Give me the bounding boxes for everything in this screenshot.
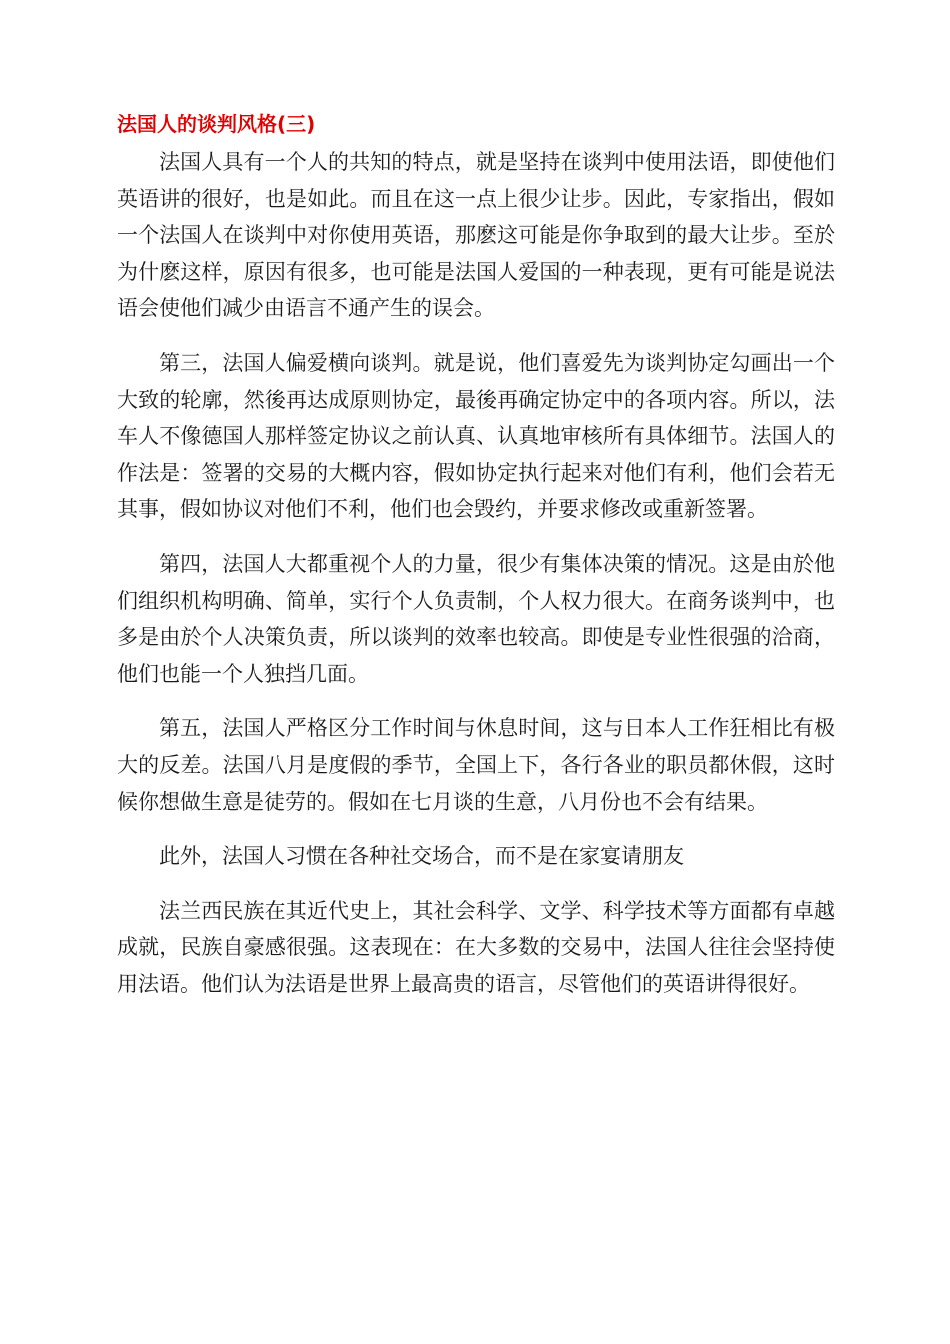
paragraph-4: 第五，法国人严格区分工作时间与休息时间，这与日本人工作狂相比有极大的反差。法国八月是度假的季节，全国上下，各行各业的职员都休假，这时候你想做生意是徒劳的。假如在七月谈的生意，八月份也不会有结果。 — [117, 716, 835, 814]
paragraph-1: 法国人具有一个人的共知的特点，就是坚持在谈判中使用法语，即使他们英语讲的很好，也是如此。而且在这一点上很少让步。因此，专家指出，假如一个法国人在谈判中对你使用英语，那麽这可能是你争取到的最大让步。至於为什麽这样，原因有很多，也可能是法国人爱国的一种表现，更有可能是说法语会使他们减少由语言不通产生的误会。 — [117, 150, 835, 321]
document-title: 法国人的谈判风格(三) — [117, 112, 316, 136]
paragraph-2: 第三，法国人偏爱横向谈判。就是说，他们喜爱先为谈判协定勾画出一个大致的轮廓，然後再达成原则协定，最後再确定协定中的各项内容。所以，法车人不像德国人那样签定协议之前认真、认真地审核所有具体细节。法国人的作法是：签署的交易的大概内容，假如协定执行起来对他们有利，他们会若无其事，假如协议对他们不利，他们也会毁约，并要求修改或重新签署。 — [117, 350, 835, 522]
paragraph-6: 法兰西民族在其近代史上，其社会科学、文学、科学技术等方面都有卓越成就，民族自豪感很强。这表现在：在大多数的交易中，法国人往往会坚持使用法语。他们认为法语是世界上最高贵的语言，尽管他们的英语讲得很好。 — [117, 898, 835, 996]
paragraph-5: 此外，法国人习惯在各种社交场合，而不是在家宴请朋友 — [159, 844, 684, 869]
document-content — [117, 110, 835, 1020]
paragraph-3: 第四，法国人大都重视个人的力量，很少有集体决策的情况。这是由於他们组织机构明确、简单，实行个人负责制，个人权力很大。在商务谈判中，也多是由於个人决策负责，所以谈判的效率也较高。即使是专业性很强的洽商，他们也能一个人独挡几面。 — [117, 551, 835, 686]
